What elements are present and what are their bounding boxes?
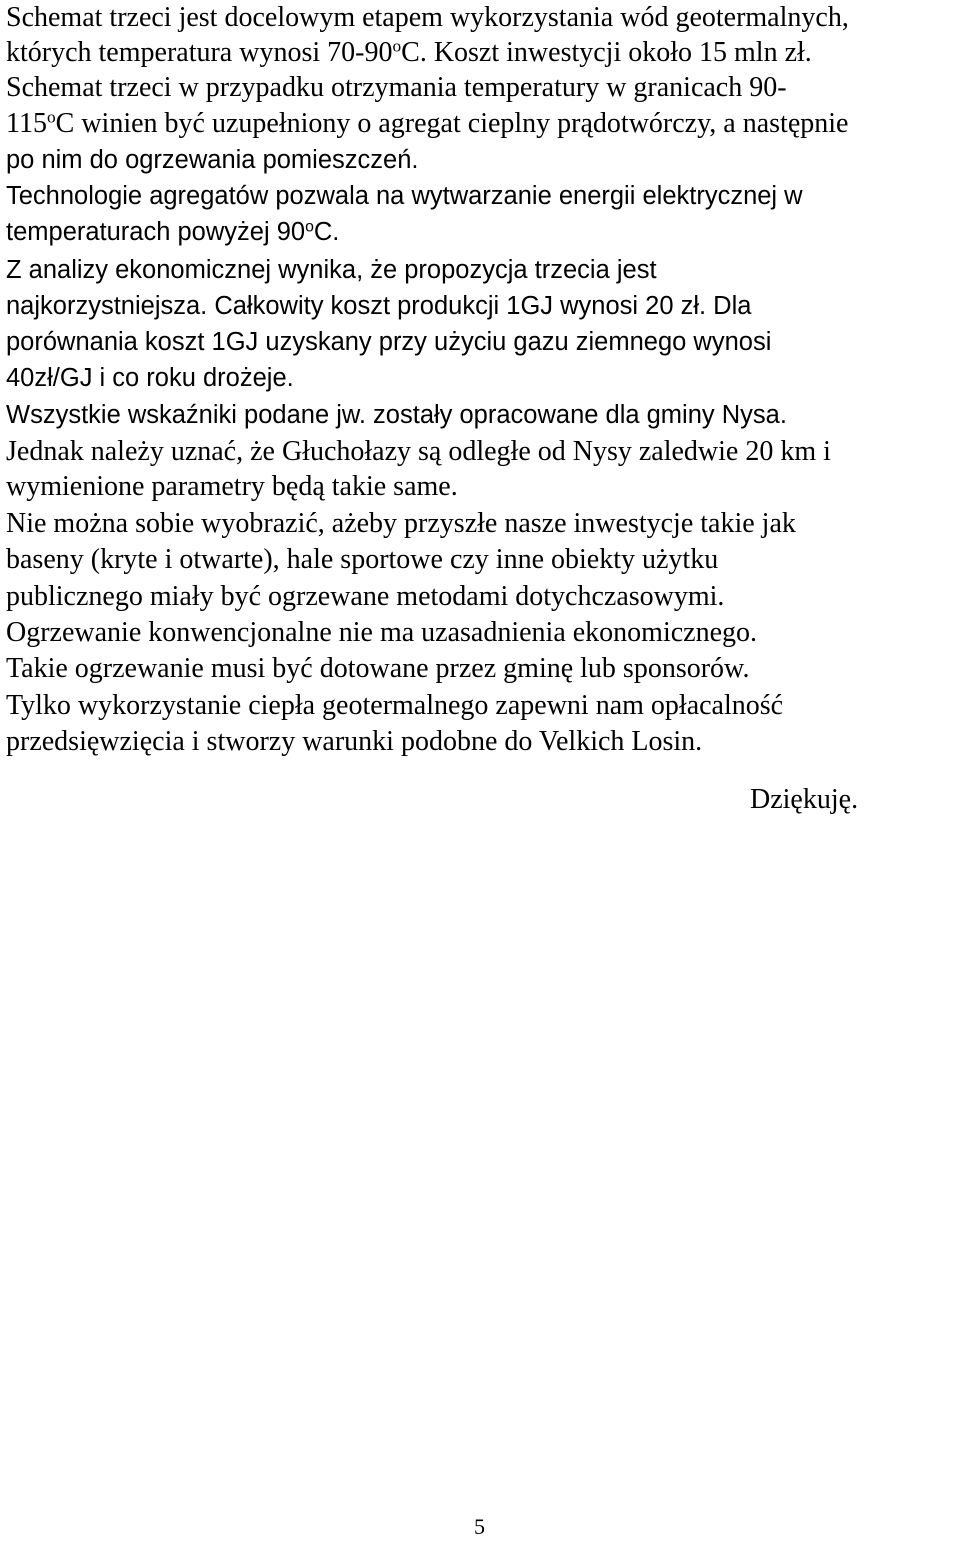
text-line-2: których temperatura wynosi 70-90$^o$C. Koszt inwestycji około 15 mln zł.: [6, 36, 812, 68]
page-number: 5: [474, 1514, 485, 1539]
text-line-12: Wszystkie wskaźniki podane jw. zostały opracowane dla gminy Nysa.: [6, 401, 787, 429]
text-line-7: temperaturach powyżej 90$^o$C.: [6, 218, 340, 246]
text-line-16: baseny (kryte i otwarte), hale sportowe czy inne obiekty użytku: [6, 544, 719, 575]
text-line-13: Jednak należy uznać, że Głuchołazy są odległe od Nysy zaledwie 20 km i: [6, 436, 831, 467]
text-line-6: Technologie agregatów pozwala na wytwarzanie energii elektrycznej w: [6, 182, 803, 210]
text-line-11: 40zł/GJ i co roku drożeje.: [6, 364, 294, 392]
text-line-19: Takie ogrzewanie musi być dotowane przez gminę lub sponsorów.: [6, 653, 750, 684]
text-line-10: porównania koszt 1GJ uzyskany przy użyciu gazu ziemnego wynosi: [6, 328, 772, 356]
text-line-4: 115$^o$C winien być uzupełniony o agregat cieplny prądotwórczy, a następnie: [6, 107, 849, 139]
text-line-15: Nie można sobie wyobrazić, ażeby przyszłe nasze inwestycje takie jak: [6, 508, 796, 539]
text-line-18: Ogrzewanie konwencjonalne nie ma uzasadnienia ekonomicznego.: [6, 617, 758, 648]
text-line-9: najkorzystniejsza. Całkowity koszt produkcji 1GJ wynosi 20 zł. Dla: [6, 292, 752, 320]
text-line-5: po nim do ogrzewania pomieszczeń.: [6, 146, 419, 174]
degree-superscript: o: [46, 107, 56, 127]
text-line-14: wymienione parametry będą takie same.: [6, 471, 458, 502]
closing-thanks: Dziękuję.: [750, 784, 859, 815]
degree-superscript: o: [392, 36, 402, 56]
text-line-3: Schemat trzeci w przypadku otrzymania temperatury w granicach 90-: [6, 72, 787, 103]
degree-superscript: o: [305, 218, 314, 236]
text-line-8: Z analizy ekonomicznej wynika, że propozycja trzecia jest: [6, 256, 657, 284]
text-line-21: przedsięwzięcia i stworzy warunki podobne do Velkich Losin.: [6, 726, 703, 757]
text-line-1: Schemat trzeci jest docelowym etapem wykorzystania wód geotermalnych,: [6, 2, 849, 33]
text-line-17: publicznego miały być ogrzewane metodami dotychczasowymi.: [6, 581, 725, 612]
text-line-20: Tylko wykorzystanie ciepła geotermalnego zapewni nam opłacalność: [6, 690, 784, 721]
